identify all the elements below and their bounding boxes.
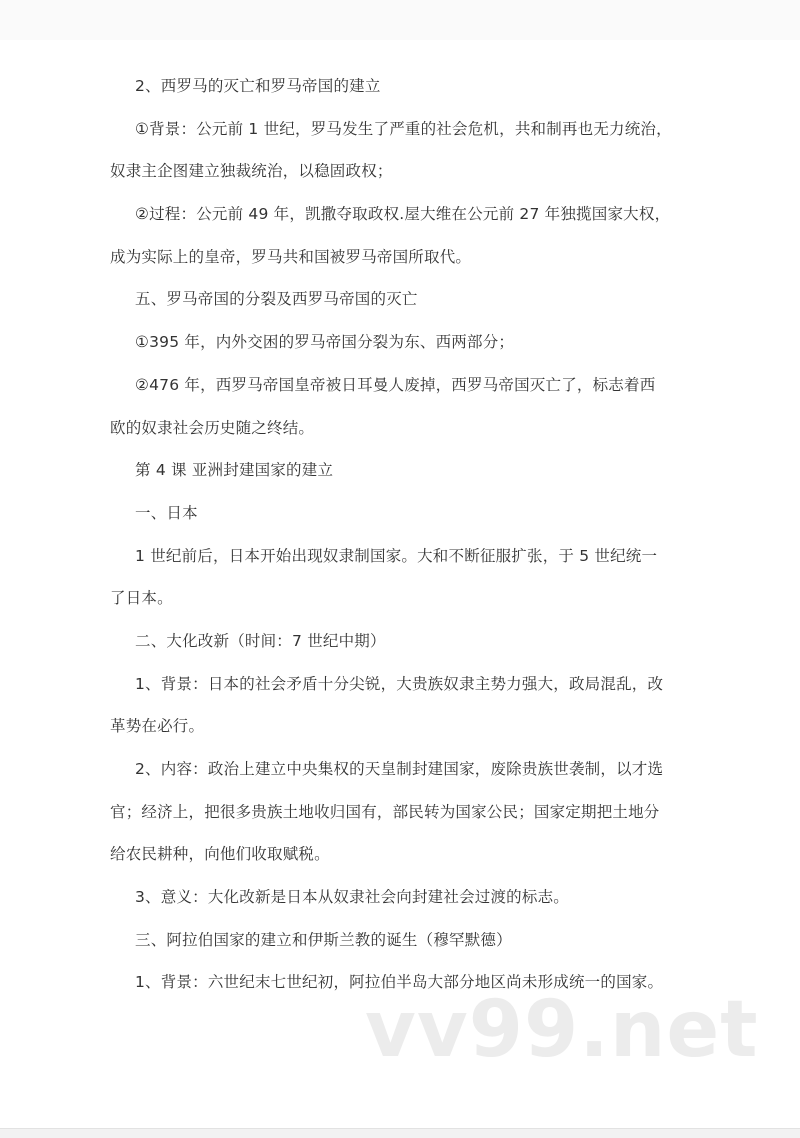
paragraph [110, 663, 710, 748]
text-line: 革势在必行。 [110, 717, 205, 736]
text-line: 3、意义：大化改新是日本从奴隶社会向封建社会过渡的标志。 [135, 888, 569, 907]
text-line: 给农民耕种，向他们收取赋税。 [110, 845, 330, 864]
paragraph [110, 364, 710, 449]
paragraph [110, 492, 710, 535]
text-line: 1、背景：日本的社会矛盾十分尖锐，大贵族奴隶主势力强大，政局混乱，改 [135, 674, 664, 693]
text-line: 1、背景：六世纪末七世纪初，阿拉伯半岛大部分地区尚未形成统一的国家。 [135, 973, 664, 992]
text-line: 一、日本 [135, 503, 198, 522]
text-line: 官；经济上，把很多贵族土地收归国有，部民转为国家公民；国家定期把土地分 [110, 802, 660, 821]
text-line: ①395 年，内外交困的罗马帝国分裂为东、西两部分； [135, 333, 515, 352]
text-line: 成为实际上的皇帝，罗马共和国被罗马帝国所取代。 [110, 247, 472, 266]
paragraph [110, 193, 710, 278]
paragraph [110, 620, 710, 663]
paragraph [110, 278, 710, 321]
text-line: 五、罗马帝国的分裂及西罗马帝国的灭亡 [135, 290, 418, 309]
paragraph [110, 108, 710, 193]
text-line: 1 世纪前后，日本开始出现奴隶制国家。大和不断征服扩张，于 5 世纪统一 [135, 546, 658, 565]
paragraph [110, 65, 710, 108]
paragraph [110, 449, 710, 492]
document-body [110, 65, 710, 1004]
text-line: 第 4 课 亚洲封建国家的建立 [135, 461, 334, 480]
paragraph [110, 876, 710, 919]
text-line: 欧的奴隶社会历史随之终结。 [110, 418, 315, 437]
text-line: ①背景：公元前 1 世纪，罗马发生了严重的社会危机，共和制再也无力统治， [135, 119, 672, 138]
page-top-band [0, 0, 800, 40]
text-line: 了日本。 [110, 589, 173, 608]
paragraph [110, 748, 710, 876]
watermark [365, 985, 759, 1075]
text-line: 二、大化改新（时间：7 世纪中期） [135, 631, 386, 650]
watermark-text: vv99.net [365, 985, 759, 1075]
paragraph [110, 321, 710, 364]
text-line: 奴隶主企图建立独裁统治，以稳固政权； [110, 162, 393, 181]
paragraph [110, 919, 710, 962]
text-line: 2、西罗马的灭亡和罗马帝国的建立 [135, 77, 381, 95]
text-line: ②过程：公元前 49 年，凯撒夺取政权.屋大维在公元前 27 年独揽国家大权， [135, 205, 671, 224]
text-line: 2、内容：政治上建立中央集权的天皇制封建国家，废除贵族世袭制，以才选 [135, 760, 664, 778]
text-line: ②476 年，西罗马帝国皇帝被日耳曼人废掉，西罗马帝国灭亡了，标志着西 [135, 375, 656, 394]
paragraph [110, 535, 710, 620]
text-line: 三、阿拉伯国家的建立和伊斯兰教的诞生（穆罕默德） [135, 930, 512, 949]
